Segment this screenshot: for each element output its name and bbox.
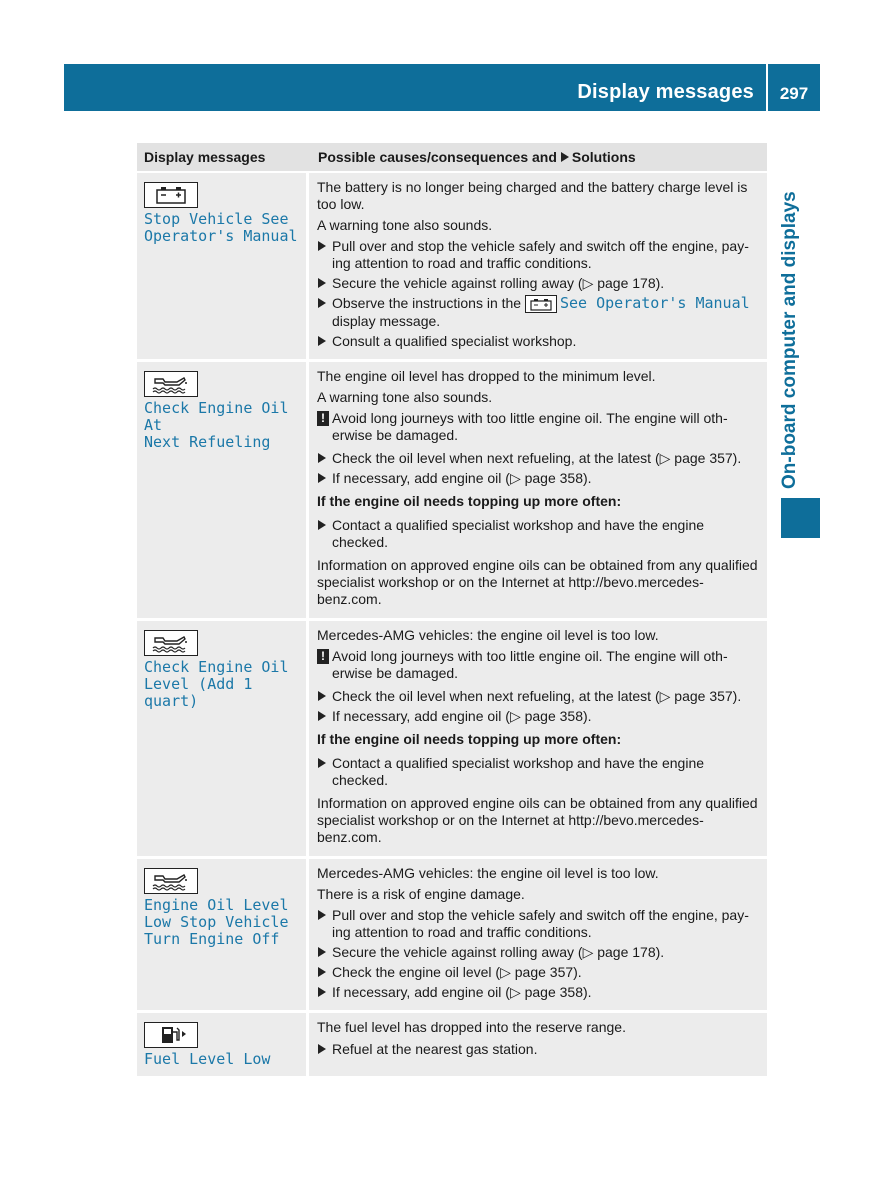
solution-step: If necessary, add engine oil (▷ page 358).: [317, 708, 759, 725]
column-header-causes: Possible causes/consequences and Solutions: [309, 143, 767, 173]
message-cell: [137, 1013, 309, 1076]
solution-step: Observe the instructions in the See Operator's Manual display message.: [317, 295, 759, 330]
cause-text: There is a risk of engine damage.: [317, 886, 525, 902]
solution-step: Pull over and stop the vehicle safely and switch off the engine, paying attention to road and traffic conditions.: [317, 238, 759, 272]
warning-note: ! Avoid long journeys with too little engine oil. The engine will otherwise be damaged.: [317, 410, 759, 444]
oil-can-icon: [144, 630, 198, 656]
battery-inline-icon: [525, 295, 557, 313]
page-number-box: [768, 64, 820, 111]
inline-display-message: See Operator's Manual: [560, 294, 750, 312]
cause-text: A warning tone also sounds.: [317, 389, 493, 405]
info-text: Information on approved engine oils can be obtained from any qualified specialist workshop or on the Internet at http://bevo.mercedes-benz.com.: [317, 795, 758, 845]
oil-can-icon: [144, 371, 198, 397]
solution-step: Check the oil level when next refueling, at the latest (▷ page 357).: [317, 450, 759, 467]
cause-text: The engine oil level has dropped to the minimum level.: [317, 368, 656, 384]
display-message-text: Low Stop Vehicle: [144, 913, 289, 931]
subheading: If the engine oil needs topping up more often:: [317, 731, 622, 747]
cause-text: A warning tone also sounds.: [317, 217, 493, 233]
solution-step: Check the engine oil level (▷ page 357).: [317, 964, 759, 981]
chapter-side-label: On-board computer and displays: [779, 191, 800, 489]
display-message-text: Check Engine Oil: [144, 658, 289, 676]
display-message-text: Engine Oil Level: [144, 896, 289, 914]
solution-step: Contact a qualified specialist workshop and have the engine checked.: [317, 517, 759, 551]
table-row: [137, 859, 767, 1013]
display-message-text: Turn Engine Off: [144, 930, 280, 948]
display-message-text: Level (Add 1 quart): [144, 675, 253, 710]
message-cell: [137, 859, 309, 1013]
info-text: Information on approved engine oils can be obtained from any qualified specialist workshop or on the Internet at http://bevo.mercedes-benz.com.: [317, 557, 758, 607]
warning-note: ! Avoid long journeys with too little engine oil. The engine will otherwise be damaged.: [317, 648, 759, 682]
causes-cell: [309, 621, 767, 859]
page-title: Display messages: [577, 81, 754, 103]
solution-step: Secure the vehicle against rolling away (▷ page 178).: [317, 944, 759, 961]
table-row: [137, 621, 767, 859]
cause-text: Mercedes-AMG vehicles: the engine oil level is too low.: [317, 627, 659, 643]
table-row: [137, 362, 767, 621]
fuel-pump-icon: [144, 1022, 198, 1048]
chapter-tab-marker: [781, 498, 820, 538]
cause-text: Mercedes-AMG vehicles: the engine oil level is too low.: [317, 865, 659, 881]
display-message-text: Stop Vehicle See: [144, 210, 289, 228]
solution-step: Contact a qualified specialist workshop and have the engine checked.: [317, 755, 759, 789]
cause-text: The fuel level has dropped into the reserve range.: [317, 1019, 626, 1035]
column-header-messages: Display messages: [137, 143, 309, 173]
solution-step: Check the oil level when next refueling, at the latest (▷ page 357).: [317, 688, 759, 705]
message-cell: [137, 362, 309, 621]
exclamation-icon: !: [317, 649, 329, 664]
solution-step: Refuel at the nearest gas station.: [317, 1041, 759, 1058]
display-message-text: Next Refueling: [144, 433, 271, 451]
table-header-row: [137, 143, 767, 173]
table-row: [137, 1013, 767, 1076]
solutions-arrow-icon: [561, 152, 569, 162]
solution-step: Secure the vehicle against rolling away (▷ page 178).: [317, 275, 759, 292]
subheading: If the engine oil needs topping up more often:: [317, 493, 622, 509]
table-row: [137, 173, 767, 362]
causes-cell: [309, 362, 767, 621]
causes-cell: [309, 1013, 767, 1076]
exclamation-icon: !: [317, 411, 329, 426]
solution-step: Consult a qualified specialist workshop.: [317, 333, 759, 350]
oil-can-icon: [144, 868, 198, 894]
solution-step: If necessary, add engine oil (▷ page 358).: [317, 470, 759, 487]
page-number: 297: [779, 84, 809, 103]
display-message-text: Operator's Manual: [144, 227, 298, 245]
header-bar: [64, 64, 766, 111]
solution-step: If necessary, add engine oil (▷ page 358).: [317, 984, 759, 1001]
causes-cell: [309, 859, 767, 1013]
message-cell: [137, 173, 309, 362]
display-message-text: Fuel Level Low: [144, 1050, 271, 1068]
solution-step: Pull over and stop the vehicle safely and switch off the engine, paying attention to road and traffic conditions.: [317, 907, 759, 941]
display-messages-table: [137, 143, 767, 1076]
causes-cell: [309, 173, 767, 362]
display-message-text: Check Engine Oil At: [144, 399, 289, 434]
cause-text: The battery is no longer being charged and the battery charge level is too low.: [317, 179, 748, 212]
message-cell: [137, 621, 309, 859]
battery-icon: [144, 182, 198, 208]
